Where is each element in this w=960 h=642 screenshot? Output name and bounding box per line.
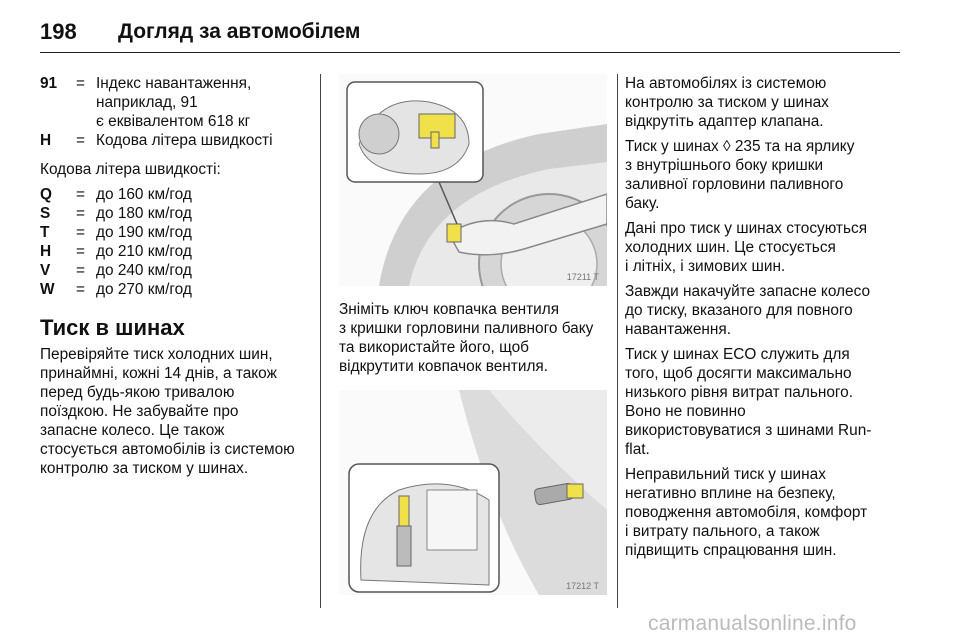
speed-code-key: V [40, 262, 51, 279]
page-header [40, 12, 900, 53]
paragraph [625, 74, 910, 131]
valve-cap-key-illustration [339, 74, 607, 286]
definition-key: 91 [40, 75, 58, 92]
paragraph-line: принаймні, кожні 14 днів, а також [40, 365, 277, 382]
paragraph-line: і витрату пального, а також [625, 523, 820, 540]
speed-code-list [40, 185, 310, 299]
paragraph-line: стосується автомобілів із системою [40, 441, 295, 458]
speed-code-row [40, 242, 310, 261]
definition-row [40, 131, 310, 150]
page-title: Догляд за автомобілем [118, 20, 361, 43]
speed-code-value: до 160 км/год [96, 186, 192, 203]
speed-intro: Кодова літера швидкості: [40, 161, 221, 178]
paragraph-line: перед будь-якою тривалою [40, 384, 235, 401]
paragraph [625, 465, 910, 560]
paragraph-line: контролю за тиском у шинах [625, 94, 829, 111]
definition-line: Індекс навантаження, [96, 75, 252, 92]
paragraph-line: Тиск у шинах ECO служить для [625, 346, 850, 363]
load-index-definitions [40, 74, 310, 150]
column-left [40, 74, 310, 478]
paragraph-line: негативно вплине на безпеку, [625, 485, 836, 502]
tire-pressure-paragraph [40, 345, 310, 478]
paragraph-line: заливної горловини паливного [625, 176, 844, 193]
paragraph [625, 345, 910, 459]
paragraph [625, 282, 910, 339]
caption-line: та використайте його, щоб [339, 339, 529, 356]
image-code: 17212 T [566, 581, 599, 591]
definition-value [96, 74, 310, 131]
caption-line: з кришки горловини паливного баку [339, 320, 594, 337]
paragraph-line: навантаження. [625, 321, 732, 338]
definition-value: Кодова літера швидкості [96, 132, 273, 149]
section-heading: Тиск в шинах [40, 315, 185, 340]
speed-code-row [40, 204, 310, 223]
definition-line: є еквівалентом 618 кг [96, 113, 251, 130]
paragraph-line: поводження автомобіля, комфорт [625, 504, 868, 521]
paragraph-line: баку. [625, 195, 660, 212]
speed-code-key: Q [40, 186, 52, 203]
speed-code-eq: = [76, 262, 85, 279]
paragraph-line[interactable]: Тиск у шинах ◊ 235 та на ярлику [625, 138, 855, 155]
valve-adapter-illustration [339, 390, 607, 595]
column-right [625, 74, 910, 560]
paragraph-line: Неправильний тиск у шинах [625, 466, 826, 483]
definition-eq: = [76, 132, 85, 149]
caption-line: Зніміть ключ ковпачка вентиля [339, 301, 560, 318]
speed-code-value: до 190 км/год [96, 224, 192, 241]
caption-line: відкрутити ковпачок вентиля. [339, 358, 549, 375]
definition-line: наприклад, 91 [96, 94, 198, 111]
paragraph-line: відкрутіть адаптер клапана. [625, 113, 824, 130]
speed-code-row [40, 261, 310, 280]
definition-row [40, 74, 310, 131]
speed-code-key: W [40, 281, 55, 298]
paragraph-line: Завжди накачуйте запасне колесо [625, 283, 871, 300]
paragraph [625, 219, 910, 276]
paragraph-line: низького рівня витрат пального. [625, 384, 854, 401]
paragraph-line: Перевіряйте тиск холодних шин, [40, 346, 273, 363]
paragraph-line: поїздкою. Не забувайте про [40, 403, 239, 420]
speed-code-row [40, 185, 310, 204]
paragraph-line: холодних шин. Це стосується [625, 239, 836, 256]
speed-code-key: H [40, 243, 52, 260]
image-code: 17211 T [566, 272, 599, 282]
paragraph-line: і літніх, і зимових шин. [625, 258, 786, 275]
column-divider [320, 74, 321, 608]
speed-code-value: до 210 км/год [96, 243, 192, 260]
paragraph-line: використовуватися з шинами Run- [625, 422, 872, 439]
speed-code-eq: = [76, 224, 85, 241]
paragraph-line: Дані про тиск у шинах стосуються [625, 220, 868, 237]
paragraph-line: контролю за тиском у шинах. [40, 460, 249, 477]
paragraph-line: підвищить спрацювання шин. [625, 542, 837, 559]
paragraph-line: На автомобілях із системою [625, 75, 827, 92]
paragraph-line: flat. [625, 441, 650, 458]
paragraph [625, 137, 910, 213]
speed-code-value: до 180 км/год [96, 205, 192, 222]
definition-key: H [40, 132, 52, 149]
paragraph-line: до тиску, вказаного для повного [625, 302, 853, 319]
page-number: 198 [40, 19, 77, 44]
speed-code-eq: = [76, 186, 85, 203]
speed-code-eq: = [76, 281, 85, 298]
speed-code-value: до 240 км/год [96, 262, 192, 279]
speed-code-value: до 270 км/год [96, 281, 192, 298]
speed-code-key: S [40, 205, 51, 222]
speed-code-row [40, 280, 310, 299]
column-middle [339, 74, 607, 595]
definition-eq: = [76, 75, 85, 92]
column-divider [617, 74, 618, 608]
speed-code-eq: = [76, 243, 85, 260]
paragraph-line: запасне колесо. Це також [40, 422, 225, 439]
speed-code-key: T [40, 224, 50, 241]
speed-code-eq: = [76, 205, 85, 222]
paragraph-line: з внутрішнього боку кришки [625, 157, 824, 174]
illustration-svg [339, 74, 607, 286]
figure-caption [339, 300, 607, 376]
paragraph-line: того, щоб досягти максимально [625, 365, 852, 382]
paragraph-line: Воно не повинно [625, 403, 746, 420]
watermark: carmanualsonline.info [648, 612, 857, 635]
illustration-svg [339, 390, 607, 595]
speed-code-row [40, 223, 310, 242]
